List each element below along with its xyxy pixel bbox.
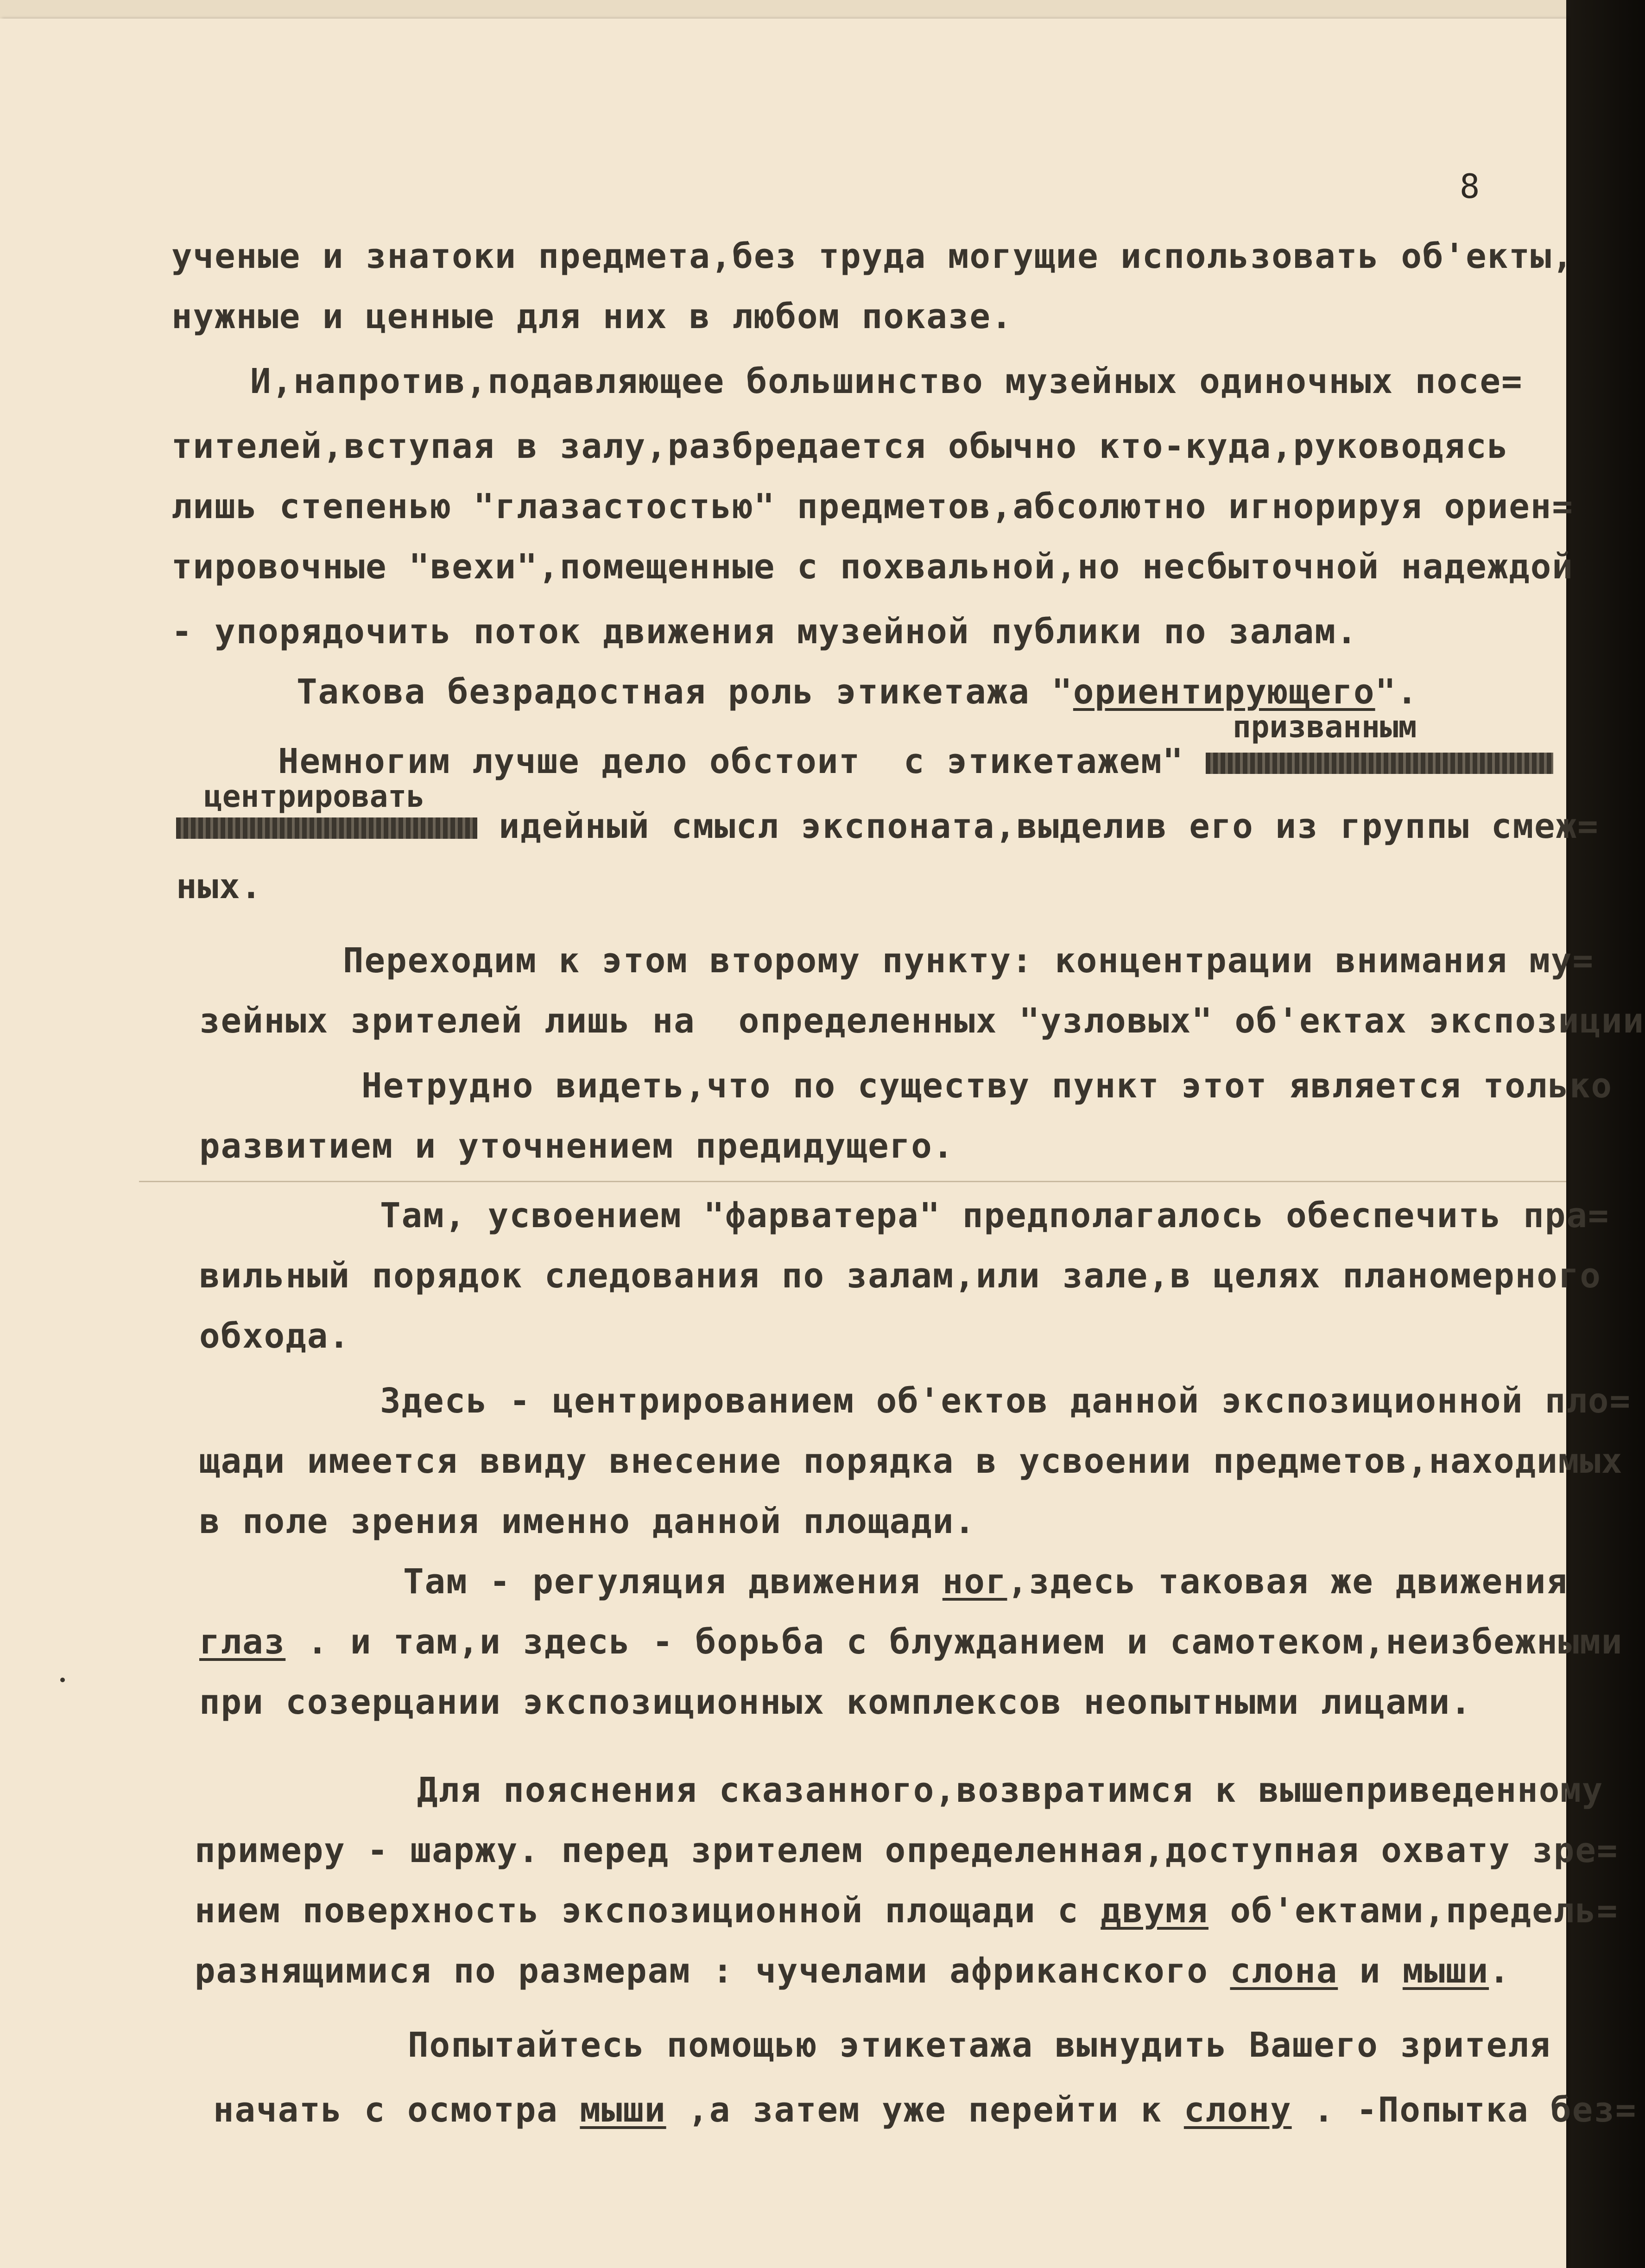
underlined-word: ориентирующего <box>1073 672 1375 712</box>
text-line: Переходим к этом второму пункту: концентрации внимания му= <box>343 941 1594 981</box>
text-line: ученые и знатоки предмета,без труда могущие использовать об'екты, <box>171 236 1574 276</box>
text-line: лишь степенью "глазастостью" предметов,абсолютно игнорируя ориен= <box>171 487 1574 526</box>
text-line: И,напротив,подавляющее большинство музейных одиночных посе= <box>250 361 1523 401</box>
text-line: Попытайтесь помощью этикетажа вынудить Вашего зрителя <box>408 2025 1551 2065</box>
text-line: вильный порядок следования по залам,или зале,в целях планомерного <box>199 1256 1601 1296</box>
text-line: нием поверхность экспозиционной площади с двумя об'ектами,предель= <box>195 1891 1619 1931</box>
text-line: Такова безрадостная роль этикетажа "ориентирующего". <box>297 672 1418 712</box>
fold-line <box>139 1181 1566 1182</box>
text-line: при созерцании экспозиционных комплексов неопытными лицами. <box>199 1682 1472 1722</box>
text-line: Нетрудно видеть,что по существу пункт этот является только <box>361 1066 1613 1106</box>
text-line: нужные и ценные для них в любом показе. <box>171 297 1013 336</box>
text-line: обхода. <box>199 1316 350 1356</box>
underlined-word: мыши <box>580 2090 666 2130</box>
text-line: тителей,вступая в залу,разбредается обычно кто-куда,руководясь <box>171 426 1509 466</box>
underlined-word: ног <box>942 1562 1007 1602</box>
underlined-word: слона <box>1230 1951 1338 1991</box>
struck-out-text <box>176 817 477 839</box>
text-line: в поле зрения именно данной площади. <box>199 1501 976 1541</box>
text-line: разнящимися по размерам : чучелами африканского слона и мыши. <box>195 1951 1511 1991</box>
text-line: примеру - шаржу. перед зрителем определенная,доступная охвату зре= <box>195 1831 1619 1870</box>
text-line: тировочные "вехи",помещенные с похвальной,но несбыточной надеждой <box>171 547 1574 587</box>
text-line: - упорядочить поток движения музейной публики по залам. <box>171 612 1358 652</box>
text-line: Там - регуляция движения ног,здесь таковая же движения <box>403 1562 1568 1602</box>
ink-dot <box>60 1678 65 1682</box>
typewritten-page <box>0 19 1645 2268</box>
text-line: зейных зрителей лишь на определенных "узловых" об'ектах экспозиции <box>199 1001 1645 1041</box>
text-line: Для пояснения сказанного,возвратимся к вышеприведенному <box>417 1770 1604 1810</box>
text-line: начать с осмотра мыши ,а затем уже перейти к слону . -Попытка без= <box>213 2090 1637 2130</box>
underlined-word: глаз <box>199 1622 286 1662</box>
underlined-word: мыши <box>1402 1951 1489 1991</box>
text-line: идейный смысл экспоната,выделив его из группы смеж= <box>176 806 1599 846</box>
text-line: Здесь - центрированием об'ектов данной экспозиционной пло= <box>380 1381 1632 1421</box>
underlined-word: двумя <box>1101 1891 1208 1931</box>
text-line: развитием и уточнением предидущего. <box>199 1126 955 1166</box>
handwritten-insert: центрировать <box>204 779 425 814</box>
text-line: Немногим лучше дело обстоит с этикетажем" <box>278 741 1553 781</box>
struck-out-text <box>1206 753 1553 774</box>
text-line: глаз . и там,и здесь - борьба с блужданием и самотеком,неизбежными <box>199 1622 1623 1662</box>
text-line: Там, усвоением "фарватера" предполагалось обеспечить пра= <box>380 1196 1610 1235</box>
page-number: 8 <box>1460 167 1480 206</box>
underlined-word: слону <box>1183 2090 1292 2130</box>
handwritten-insert: призванным <box>1233 709 1417 745</box>
text-line: щади имеется ввиду внесение порядка в усвоении предметов,находимых <box>199 1441 1623 1481</box>
text-line: ных. <box>176 867 263 906</box>
